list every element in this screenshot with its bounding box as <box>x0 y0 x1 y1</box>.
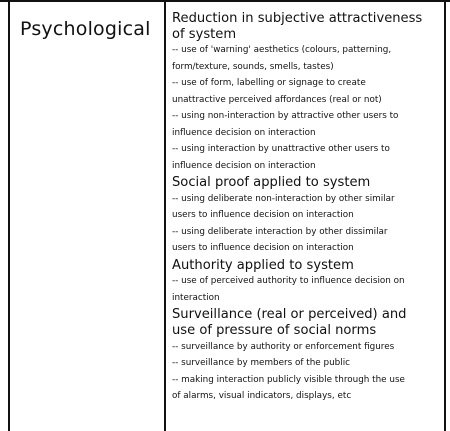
list-item: -- using interaction by unattractive other users to <box>172 144 390 155</box>
list-item: of alarms, visual indicators, displays, etc <box>172 391 352 402</box>
section-social-proof <box>172 175 440 257</box>
list-item: influence decision on interaction <box>172 127 316 138</box>
section-heading-line: Social proof applied to system <box>172 175 371 191</box>
content-cell <box>172 11 440 405</box>
list-item: -- use of form, labelling or signage to create <box>172 78 366 89</box>
list-item: -- using deliberate interaction by other dissimilar <box>172 226 388 237</box>
list-item: users to influence decision on interaction <box>172 243 354 254</box>
list-item: -- surveillance by authority or enforcement figures <box>172 341 395 352</box>
section-heading-line: Authority applied to system <box>172 257 354 273</box>
category-label: Psychological <box>20 18 151 40</box>
table-top-border <box>0 0 450 2</box>
section-surveillance <box>172 307 440 404</box>
list-item: interaction <box>172 292 220 303</box>
table-column-divider <box>164 0 166 431</box>
section-attractiveness <box>172 11 440 174</box>
section-authority <box>172 258 440 307</box>
list-item: influence decision on interaction <box>172 160 316 171</box>
section-heading-line: Surveillance (real or perceived) and <box>172 307 407 323</box>
list-item: -- making interaction publicly visible through the use <box>172 374 405 385</box>
table-left-border <box>8 0 10 431</box>
list-item: unattractive perceived affordances (real or not) <box>172 94 382 105</box>
list-item: -- use of 'warning' aesthetics (colours, patterning, <box>172 45 392 56</box>
section-heading-line: Reduction in subjective attractiveness <box>172 11 423 26</box>
list-item: -- using non-interaction by attractive other users to <box>172 111 399 122</box>
section-heading-line: of system <box>172 26 237 42</box>
list-item: -- surveillance by members of the public <box>172 358 350 369</box>
table-right-border <box>444 0 446 431</box>
list-item: -- use of perceived authority to influence decision on <box>172 276 405 287</box>
list-item: -- using deliberate non-interaction by other similar <box>172 193 395 204</box>
list-item: form/texture, sounds, smells, tastes) <box>172 61 334 72</box>
list-item: users to influence decision on interaction <box>172 210 354 221</box>
section-heading-line: use of pressure of social norms <box>172 322 377 338</box>
